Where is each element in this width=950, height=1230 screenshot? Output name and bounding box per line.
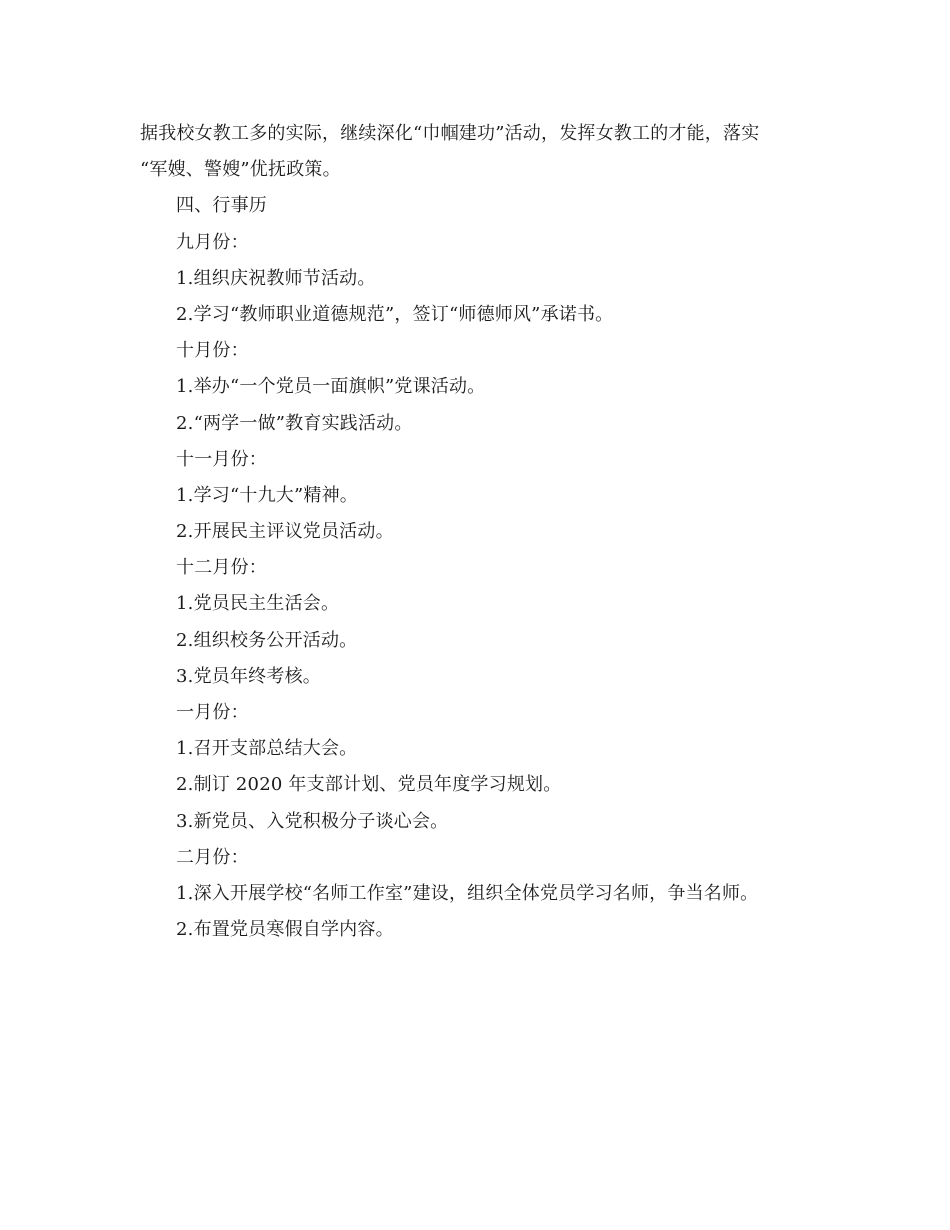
list-item: 2.制订 2020 年支部计划、党员年度学习规划。 bbox=[176, 774, 562, 796]
month-label-september: 九月份： bbox=[176, 231, 249, 253]
section-heading: 四、行事历 bbox=[176, 195, 267, 217]
list-item: 2.“两学一做”教育实践活动。 bbox=[176, 412, 413, 434]
list-item: 2.开展民主评议党员活动。 bbox=[176, 521, 394, 543]
list-item: 3.新党员、入党积极分子谈心会。 bbox=[176, 810, 449, 832]
list-item: 1.组织庆祝教师节活动。 bbox=[176, 267, 376, 289]
list-item: 1.深入开展学校“名师工作室”建设，组织全体党员学习名师，争当名师。 bbox=[176, 882, 759, 904]
list-item: 2.学习“教师职业道德规范”，签订“师德师风”承诺书。 bbox=[176, 303, 614, 325]
list-item: 1.党员民主生活会。 bbox=[176, 593, 340, 615]
list-item: 2.布置党员寒假自学内容。 bbox=[176, 919, 394, 941]
list-item: 1.举办“一个党员一面旗帜”党课活动。 bbox=[176, 376, 486, 398]
list-item: 1.召开支部总结大会。 bbox=[176, 738, 358, 760]
list-item: 3.党员年终考核。 bbox=[176, 665, 321, 687]
intro-paragraph-line-1: 据我校女教工多的实际，继续深化“巾帼建功”活动，发挥女教工的才能，落实 bbox=[140, 123, 760, 144]
month-label-february: 二月份： bbox=[176, 846, 249, 868]
document-body bbox=[140, 116, 820, 948]
list-item: 1.学习“十九大”精神。 bbox=[176, 484, 358, 506]
intro-paragraph-line-2: “军嫂、警嫂”优抚政策。 bbox=[140, 159, 341, 181]
month-label-december: 十二月份： bbox=[176, 557, 267, 579]
list-item: 2.组织校务公开活动。 bbox=[176, 629, 358, 651]
month-label-january: 一月份： bbox=[176, 702, 249, 723]
month-label-november: 十一月份： bbox=[176, 448, 267, 470]
month-label-october: 十月份： bbox=[176, 340, 249, 362]
